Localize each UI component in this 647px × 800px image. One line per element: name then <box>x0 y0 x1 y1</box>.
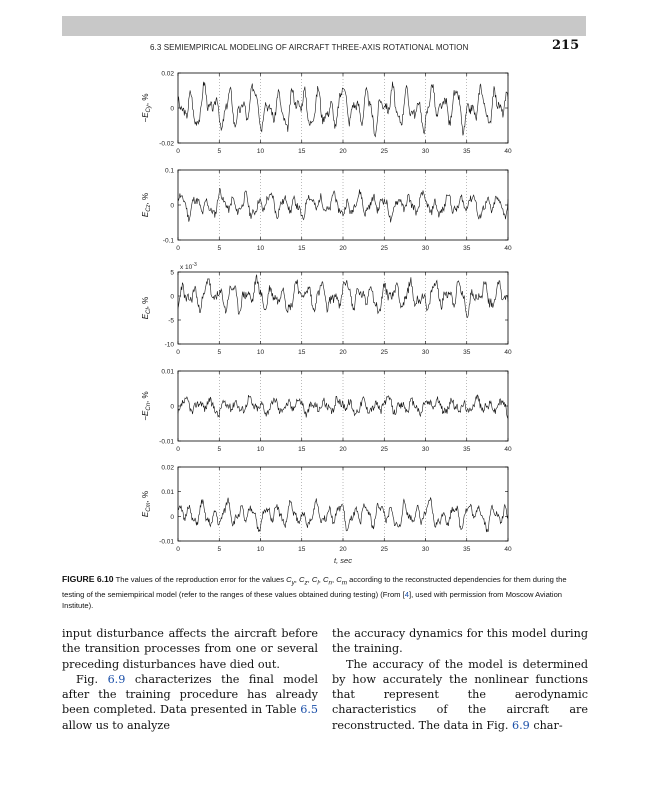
y-axis-label: $-E_{Cy}$, % <box>141 93 152 123</box>
figure-ref-link[interactable]: 6.9 <box>511 718 530 732</box>
y-scale-label: x $10^{-3}$ <box>180 262 197 271</box>
y-tick-label: 0.1 <box>164 167 174 175</box>
caption-text-b: according to the reconstructed dependencies for them during the testing of the semiempirical model (refer to the ranges of these values obtained during testing) (From [ <box>62 575 567 599</box>
x-tick-label: 5 <box>217 245 222 252</box>
x-tick-label: 10 <box>256 546 265 553</box>
x-tick-label: 10 <box>256 245 265 252</box>
x-tick-label: 15 <box>298 349 306 356</box>
caption-ref-link[interactable]: 4 <box>404 589 409 599</box>
y-tick-label: -5 <box>168 317 174 325</box>
x-tick-label: 5 <box>217 446 222 453</box>
x-tick-label: 35 <box>463 245 471 252</box>
caption-var-c: C <box>323 575 329 584</box>
x-tick-label: 35 <box>463 349 471 356</box>
x-tick-label: 20 <box>339 546 347 553</box>
x-tick-label: 10 <box>256 349 265 356</box>
y-tick-label: 0 <box>170 293 174 301</box>
x-tick-label: 40 <box>504 148 512 155</box>
caption-variables: $C_y$, $C_z$, $C_l$, $C_n$, $C_m$ <box>286 575 348 587</box>
y-axis-label: $E_{Cz}$, % <box>141 192 152 218</box>
paragraph <box>332 657 588 733</box>
y-tick-label: 0 <box>170 403 174 411</box>
x-tick-label: 20 <box>339 446 347 453</box>
error-plot-1 <box>141 71 512 156</box>
y-axis-label: $E_{Cm}$, % <box>141 490 152 518</box>
x-tick-label: 5 <box>217 148 222 155</box>
text-run: allow us to analyze <box>62 718 170 732</box>
y-tick-label: 0.02 <box>161 70 174 78</box>
caption-var-sub: l <box>317 579 319 587</box>
x-tick-label: 20 <box>339 148 347 155</box>
x-tick-label: 25 <box>380 245 388 252</box>
x-tick-label: 30 <box>421 546 430 553</box>
x-tick-label: 20 <box>339 349 347 356</box>
paragraph: the accuracy dynamics for this model during the training. <box>332 627 588 656</box>
x-tick-label: 25 <box>380 349 388 356</box>
x-tick-label: 15 <box>298 546 306 553</box>
x-tick-label: 30 <box>421 349 430 356</box>
error-series-line <box>178 497 508 532</box>
caption-var-sub: m <box>341 579 348 587</box>
paragraph <box>62 672 318 733</box>
table-ref-link[interactable]: 6.5 <box>300 703 318 717</box>
x-tick-label: 30 <box>421 148 430 155</box>
x-tick-label: 5 <box>217 349 222 356</box>
plot-frame <box>178 73 508 143</box>
x-tick-label: 30 <box>421 245 430 252</box>
y-tick-label: 0.02 <box>161 464 174 472</box>
y-tick-label: 5 <box>170 269 174 277</box>
caption-var-sub: y <box>291 579 295 587</box>
x-tick-label: 0 <box>176 245 180 252</box>
plot-frame <box>178 170 508 240</box>
x-tick-label: 10 <box>256 148 265 155</box>
error-plot-2 <box>141 168 512 253</box>
x-tick-label: 30 <box>421 446 430 453</box>
x-tick-label: 25 <box>380 546 388 553</box>
x-tick-label: 0 <box>176 349 180 356</box>
y-tick-label: -0.01 <box>159 538 174 546</box>
x-tick-label: 40 <box>504 546 512 553</box>
error-plot-4 <box>141 369 512 454</box>
x-tick-label: 35 <box>463 546 471 553</box>
y-tick-label: -10 <box>164 341 174 349</box>
running-head: 6.3 SEMIEMPIRICAL MODELING OF AIRCRAFT THREE-AXIS ROTATIONAL MOTION <box>150 43 469 52</box>
error-plot-3 <box>141 262 512 356</box>
page-number: 215 <box>552 38 580 53</box>
y-tick-label: -0.1 <box>162 237 174 245</box>
y-tick-label: 0 <box>170 202 174 210</box>
x-tick-label: 15 <box>298 245 306 252</box>
x-tick-label: 10 <box>256 446 265 453</box>
text-run: Fig. <box>76 672 108 686</box>
error-plot-5 <box>141 465 512 566</box>
caption-var-c: C <box>311 575 318 584</box>
x-tick-label: 35 <box>463 148 471 155</box>
caption-var-c: C <box>286 575 292 584</box>
x-tick-label: 40 <box>504 245 512 252</box>
x-tick-label: 0 <box>176 446 180 453</box>
y-axis-label: $E_{Cl}$, % <box>141 296 152 320</box>
paragraph: input disturbance affects the aircraft before the transition processes from one or several preceding disturbances have died out. <box>62 627 318 671</box>
plot-frame <box>178 371 508 441</box>
x-tick-label: 20 <box>339 245 347 252</box>
x-tick-label: 25 <box>380 148 388 155</box>
x-tick-label: 15 <box>298 148 306 155</box>
y-tick-label: 0 <box>170 513 174 521</box>
y-tick-label: 0.01 <box>161 489 174 497</box>
figure-label: FIGURE 6.10 <box>62 574 114 584</box>
x-tick-label: 35 <box>463 446 471 453</box>
text-run: The accuracy of the model is determined by how accurately the nonlinear functions that represent the aerodynamic characteristics of the aircraft are reconstructed. The data in Fig. <box>332 657 588 732</box>
y-axis-label: $-E_{Cn}$, % <box>141 391 152 421</box>
text-run: characterizes the final model after the training procedure has already been completed. Data presented in Table <box>62 672 318 717</box>
x-tick-label: 0 <box>176 148 180 155</box>
y-tick-label: 0.01 <box>161 368 174 376</box>
y-tick-label: 0 <box>170 105 174 113</box>
caption-var-sub: z <box>304 579 308 587</box>
y-tick-label: -0.01 <box>159 438 174 446</box>
caption-text-c: ], used with permission from Moscow Aviation Institute). <box>62 589 563 610</box>
x-tick-label: 15 <box>298 446 306 453</box>
caption-var-sub: n <box>328 579 333 587</box>
figure-caption <box>62 574 586 611</box>
x-tick-label: 25 <box>380 446 388 453</box>
error-series-line <box>178 188 508 222</box>
body-column-right <box>332 626 588 733</box>
body-column-left <box>62 626 318 733</box>
caption-var-c: C <box>336 575 342 584</box>
figure-ref-link[interactable]: 6.9 <box>107 672 126 686</box>
x-tick-label: 40 <box>504 349 512 356</box>
x-tick-label: 5 <box>217 546 222 553</box>
caption-var-c: C <box>299 575 305 584</box>
x-tick-label: 0 <box>176 546 180 553</box>
caption-text-a: The values of the reproduction error for the values <box>115 575 287 584</box>
x-axis-label: t, sec <box>334 556 352 565</box>
y-tick-label: -0.02 <box>159 140 174 148</box>
text-run: char- <box>529 718 563 732</box>
x-tick-label: 40 <box>504 446 512 453</box>
